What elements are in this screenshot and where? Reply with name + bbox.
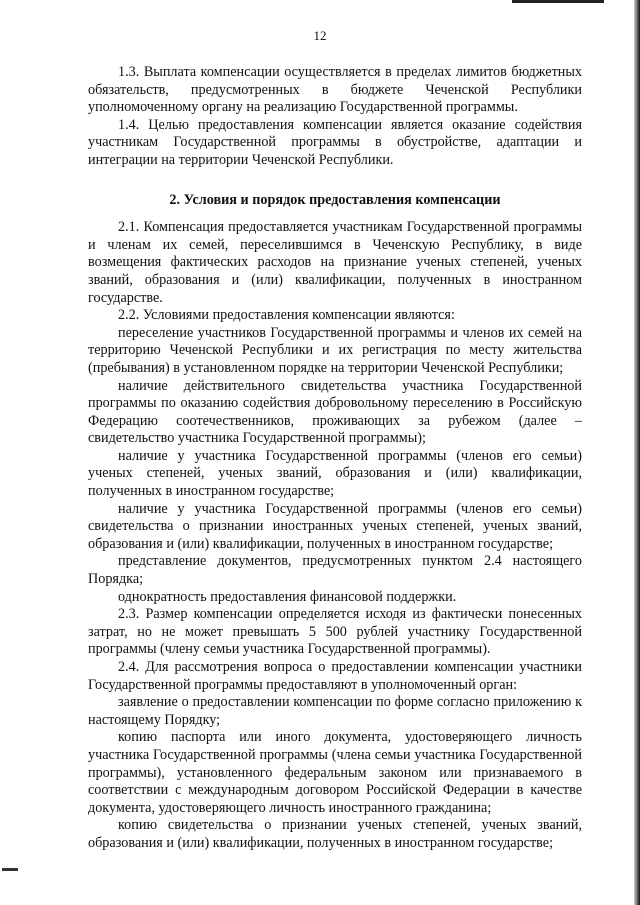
- condition-item: однократность предоставления финансовой поддержки.: [118, 588, 457, 605]
- condition-item: переселение участников Государственной программы и членов их семей на территорию Чеченской Республики и их регистрация по месту жительства (пребывания) в установленном порядке на территории Чеченской Республики;: [88, 324, 582, 376]
- section-heading: 2. Условия и порядок предоставления компенсации: [169, 191, 501, 208]
- page-number: 12: [313, 28, 327, 43]
- paragraph-2-3: 2.3. Размер компенсации определяется исходя из фактически понесенных затрат, но не может превышать 5 500 рублей участнику Государственной программы (члену семьи участника Государственной программы).: [88, 606, 582, 658]
- paragraph-1-3: 1.3. Выплата компенсации осуществляется в пределах лимитов бюджетных обязательств, предусмотренных в бюджете Чеченской Республики уполномоченному органу на реализацию Государственной программы.: [88, 64, 582, 116]
- condition-item: наличие у участника Государственной программы (членов его семьи) свидетельства о признании иностранных ученых степеней, ученых званий, образования и (или) квалификации, полученных в иностранном государстве;: [88, 500, 582, 552]
- document-item: копию свидетельства о признании ученых степеней, ученых званий, образования и (или) квалификации, полученных в иностранном государстве;: [88, 817, 582, 851]
- scan-artifact-bottom: [2, 868, 18, 871]
- document-item: заявление о предоставлении компенсации по форме согласно приложению к настоящему Порядку;: [88, 694, 582, 728]
- paragraph-1-4: 1.4. Целью предоставления компенсации является оказание содействия участникам Государственной программы в обустройстве, адаптации и интеграции на территории Чеченской Республики.: [88, 116, 582, 168]
- condition-item: наличие у участника Государственной программы (членов его семьи) ученых степеней, ученых званий, образования и (или) квалификации, полученных в иностранном государстве;: [88, 447, 582, 500]
- document-item: копию паспорта или иного документа, удостоверяющего личность участника Государственной программы (члена семьи участника Государственной программы), установленного федеральным законом или признаваемого в соответствии с международным договором Российской Федерации в качестве документа, удостоверяющего личность иностранного гражданина;: [88, 729, 582, 816]
- document-body: [88, 64, 582, 853]
- condition-item: наличие действительного свидетельства участника Государственной программы по оказанию содействия добровольному переселению в Российскую Федерацию соотечественников, проживающих за рубежом (далее – свидетельство участника Государственной программы);: [88, 377, 582, 447]
- scan-edge-shadow: [634, 0, 640, 905]
- paragraph-2-1: 2.1. Компенсация предоставляется участникам Государственной программы и членам их семей, переселившимся в Чеченскую Республику, в виде возмещения фактических расходов на признание ученых степеней, ученых званий, образования и (или) квалификации, полученных в иностранном государстве.: [88, 219, 582, 306]
- scan-artifact-top: [512, 0, 604, 3]
- paragraph-2-2: 2.2. Условиями предоставления компенсации являются:: [118, 307, 455, 324]
- condition-item: представление документов, предусмотренных пунктом 2.4 настоящего Порядка;: [88, 553, 582, 588]
- paragraph-2-4: 2.4. Для рассмотрения вопроса о предоставлении компенсации участники Государственной программы предоставляют в уполномоченный орган:: [88, 659, 582, 693]
